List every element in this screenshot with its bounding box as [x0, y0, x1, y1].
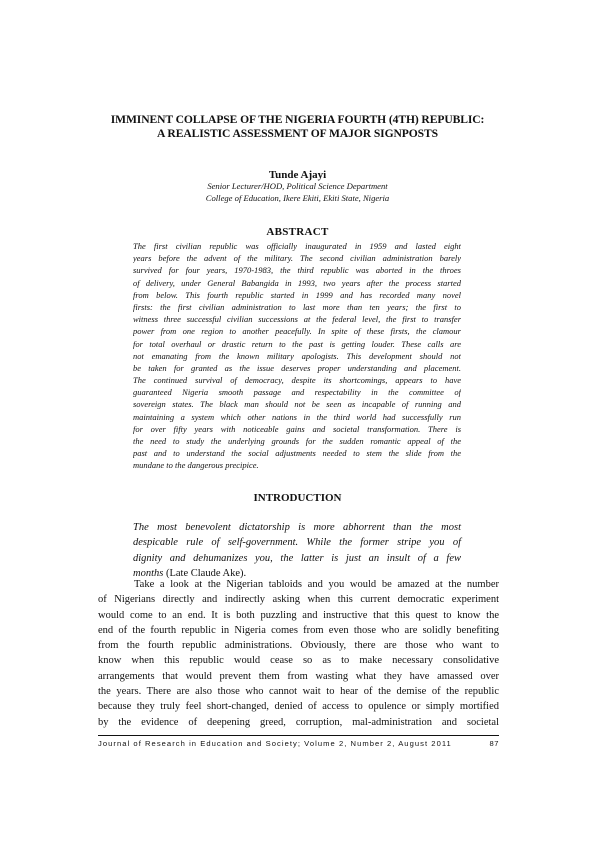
introduction-heading: INTRODUCTION: [253, 492, 342, 504]
abstract-line: of delivery, under General Babangida in 1993, two years after the process started: [133, 277, 461, 288]
introduction-paragraph: [98, 577, 499, 730]
abstract-line: sovereign states. The black man should not be seen as incapable of running and: [133, 399, 461, 410]
page-number: 87: [489, 739, 499, 748]
abstract-line: not emanating from the known military apologists. This development should not: [133, 350, 461, 361]
author-affiliation: [60, 181, 535, 204]
epigraph-quote: [133, 520, 461, 581]
abstract-line: past and to understand the social adjustments needed to stem the slide from the: [133, 448, 461, 459]
paragraph-line: of Nigerians directly and indirectly asking when this current democratic experiment: [98, 594, 499, 606]
abstract-line: power from one region to another peacefully. In spite of these firsts, the clamour: [133, 326, 461, 337]
abstract-line: survived for four years, 1970-1983, the third republic was aborted in the throes: [133, 265, 461, 276]
abstract-line: for over fifty years with noticeable gains and societal transformation. There is: [133, 423, 461, 434]
abstract-line: mundane to the dangerous precipice.: [133, 460, 259, 471]
author-name: Tunde Ajayi: [268, 169, 327, 181]
abstract-body: [133, 240, 461, 472]
abstract-line: years before the advent of the military. The second civilian administration barely: [133, 253, 461, 264]
paragraph-line: the years. There are also those who cannot wait to hear of the demise of the republic: [98, 686, 499, 698]
title-line-1: IMMINENT COLLAPSE OF THE NIGERIA FOURTH (4TH) REPUBLIC:: [110, 113, 485, 126]
paragraph-line: from the fourth republic administrations. Obviously, there are those who want to: [98, 640, 499, 652]
paragraph-line: arrangements that would prevent them from wasting what they have amassed over: [98, 670, 499, 682]
abstract-line: from below. This fourth republic started in 1999 and has recorded many novel: [133, 289, 461, 300]
abstract-line: be taken for granted as the issue deserves proper understanding and placement.: [133, 362, 461, 373]
abstract-line: The first civilian republic was officially inaugurated in 1959 and lasted eight: [133, 241, 461, 251]
title-line-2: A REALISTIC ASSESSMENT OF MAJOR SIGNPOSTS: [157, 127, 438, 140]
footer-divider: [98, 735, 499, 736]
abstract-heading: ABSTRACT: [266, 226, 329, 238]
paragraph-line: Take a look at the Nigerian tabloids and you would be amazed at the number: [134, 579, 499, 590]
abstract-line: guaranteed Nigeria smooth passage and respectability in the committee of: [133, 387, 461, 398]
quote-last-word: months: [133, 567, 164, 579]
quote-line: The most benevolent dictatorship is more abhorrent than the most: [133, 522, 461, 533]
paragraph-line: because they truly feel short-changed, denied of access to opulence or simply mortified: [98, 701, 499, 713]
quote-line: dignity and dehumanizes you, the latter is just an insult of a few: [133, 552, 461, 564]
paragraph-line: know when this republic would cease so as to make necessary consolidative: [98, 655, 499, 667]
paper-title: [60, 113, 535, 141]
journal-citation: Journal of Research in Education and Society; Volume 2, Number 2, August 2011: [98, 739, 452, 748]
abstract-line: The continued survival of democracy, despite its shortcomings, appears to have: [133, 375, 461, 386]
quote-attribution: (Late Claude Ake).: [163, 567, 247, 579]
page-footer: [98, 739, 499, 749]
paragraph-line: by the evidence of deepening greed, corruption, mal-administration and societal: [98, 716, 499, 728]
abstract-line: firsts: the first civilian administration to last more than ten years; the first to: [133, 301, 461, 312]
affiliation-line-1: Senior Lecturer/HOD, Political Science Department: [207, 181, 388, 191]
paragraph-line: end of the fourth republic in Nigeria comes from even those who are solidly benefiting: [98, 624, 499, 636]
abstract-line: for total overhaul or drastic return to the past is getting louder. These calls are: [133, 338, 461, 349]
affiliation-line-2: College of Education, Ikere Ekiti, Ekiti State, Nigeria: [205, 192, 390, 203]
abstract-line: the need to study the underlying grounds for the sudden romantic appeal of the: [133, 436, 461, 446]
paragraph-line: would come to an end. It is both puzzling and instructive that this quest to know the: [98, 609, 499, 621]
abstract-line: maintaining a system which other nations in the third world had successfully run: [133, 411, 461, 422]
abstract-line: witness three successful civilian successions at the federal level, the first to transfer: [133, 314, 461, 325]
quote-line: despicable rule of self-government. While the former stripe you of: [133, 537, 461, 549]
